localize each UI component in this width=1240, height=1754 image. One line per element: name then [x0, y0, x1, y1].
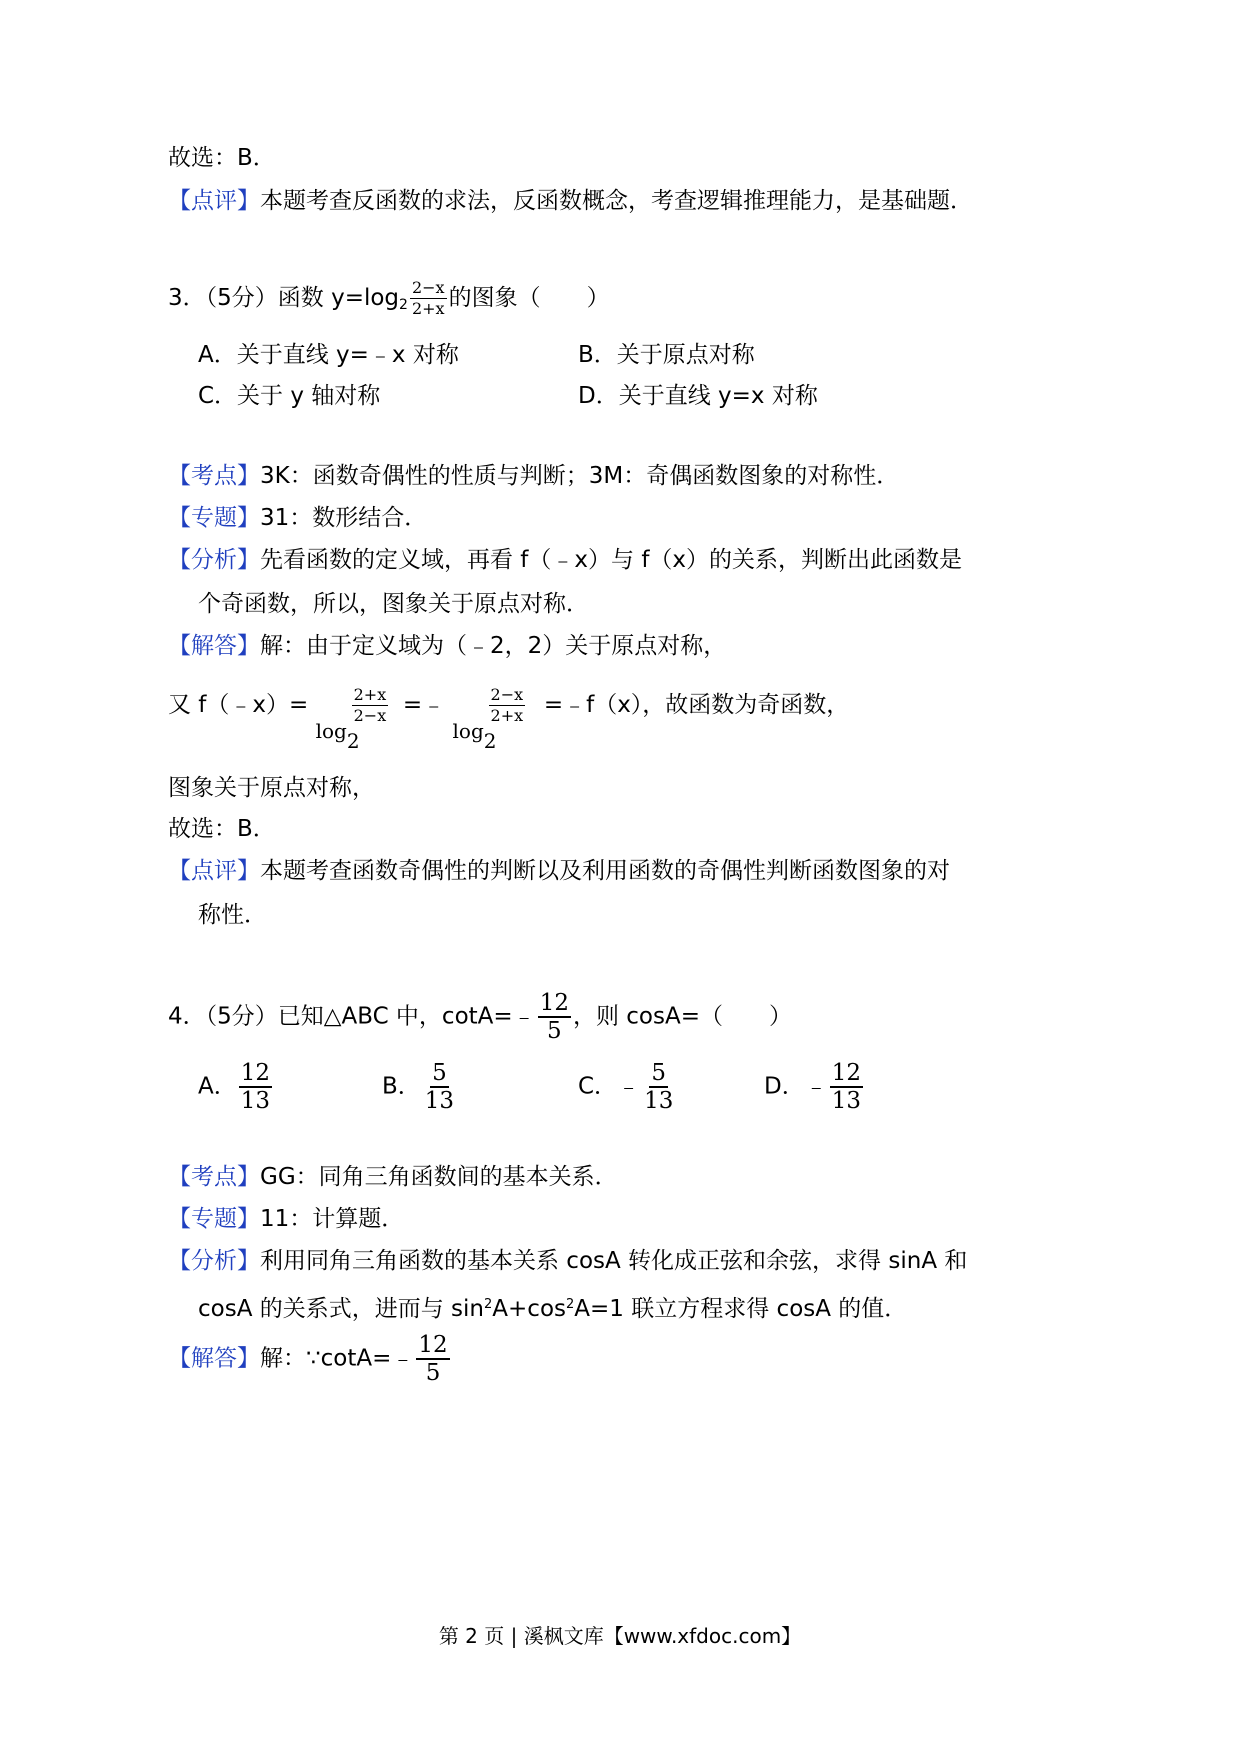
zhuanti-text: 11：计算题． [260, 1206, 405, 1232]
log1-den: 2−x [353, 706, 387, 725]
opt-a-num: 12 [240, 1060, 271, 1086]
q4-fraction [538, 990, 571, 1044]
review-tag: 【点评】 [168, 188, 260, 214]
q3-stem-prefix: 3．（5分）函数 y=log [168, 285, 400, 311]
opt-c-label: C． [578, 1073, 618, 1100]
opt-d-neg: ﹣ [804, 1073, 828, 1100]
deriv-suffix: =﹣f（x），故函数为奇函数， [543, 692, 850, 718]
fenxi2-c: A=1 联立方程求得 cosA 的值． [574, 1296, 908, 1322]
q4-jieda [168, 1332, 452, 1386]
q4-option-a [198, 1060, 274, 1114]
opt-b-num: 5 [432, 1060, 447, 1086]
opt-a-den: 13 [240, 1088, 271, 1114]
q3-frac-num: 2−x [411, 278, 445, 297]
jieda-tag: 【解答】 [168, 1345, 260, 1372]
q4-zhuanti [168, 1204, 404, 1234]
opt-d-label: D． [764, 1073, 805, 1100]
q3-zhuanti [168, 503, 427, 533]
choice-line: 故选：B． [168, 145, 276, 171]
log2-base: 2 [483, 729, 497, 753]
q4-frac-den: 5 [547, 1018, 562, 1044]
q3-review-1 [168, 856, 950, 886]
q3-stem-suffix: 的图象（ ） [448, 285, 610, 311]
q3-log-base: 2 [399, 297, 408, 313]
q3-choice: 故选：B． [168, 816, 276, 842]
review-line [168, 186, 973, 216]
review-text: 本题考查函数奇偶性的判断以及利用函数的奇偶性判断函数图象的对 [260, 858, 950, 884]
q3-frac-den: 2+x [411, 299, 445, 318]
opt-b-den: 13 [424, 1088, 455, 1114]
review-text: 本题考查反函数的求法，反函数概念，考查逻辑推理能力，是基础题． [260, 188, 973, 214]
q3-option-c: C．关于 y 轴对称 [198, 383, 381, 409]
log1-log [316, 711, 360, 751]
opt-c-den: 13 [644, 1088, 674, 1114]
zhuanti-tag: 【专题】 [168, 1206, 260, 1232]
log2-log [453, 711, 497, 751]
log1-log-text: log [315, 719, 347, 743]
fenxi-tag: 【分析】 [168, 547, 260, 573]
q3-fraction [410, 278, 447, 319]
fenxi2-b: A+cos [492, 1296, 567, 1322]
q4-option-b [382, 1060, 458, 1114]
page-footer: 第 2 页 | 溪枫文库【www.xfdoc.com】 [438, 1624, 802, 1648]
kaodian-text: GG：同角三角函数间的基本关系． [260, 1164, 618, 1190]
q3-kaodian [168, 461, 899, 491]
jieda-num: 12 [418, 1332, 448, 1358]
fenxi-text: 先看函数的定义域，再看 f（﹣x）与 f（x）的关系，判断出此函数是 [260, 547, 963, 573]
fenxi-text: 利用同角三角函数的基本关系 cosA 转化成正弦和余弦，求得 sinA 和 [260, 1248, 968, 1274]
q4-frac-num: 12 [539, 990, 569, 1016]
q3-option-b: B．关于原点对称 [578, 342, 755, 368]
q3-derivation [168, 685, 849, 755]
opt-d-fraction [830, 1060, 863, 1114]
q4-fenxi-2 [198, 1290, 907, 1324]
q3-option-d: D．关于直线 y=x 对称 [578, 383, 818, 409]
q4-fenxi-1 [168, 1246, 967, 1276]
opt-a-label: A． [198, 1073, 237, 1100]
log1-base: 2 [346, 729, 360, 753]
kaodian-tag: 【考点】 [168, 463, 260, 489]
opt-c-fraction [642, 1060, 675, 1114]
log2-den: 2+x [490, 706, 524, 725]
opt-d-den: 13 [831, 1088, 861, 1114]
jieda-den: 5 [425, 1360, 441, 1386]
q4-kaodian [168, 1162, 618, 1192]
review-tag: 【点评】 [168, 858, 260, 884]
opt-c-neg: ﹣ [617, 1073, 641, 1100]
log2-num: 2−x [490, 685, 524, 704]
opt-c-num: 5 [651, 1060, 667, 1086]
q4-stem-suffix: ，则 cosA=（ ） [572, 1003, 792, 1030]
log1-num: 2+x [353, 685, 387, 704]
zhuanti-text: 31：数形结合． [260, 505, 428, 531]
fenxi2-a: cosA 的关系式，进而与 sin [198, 1296, 485, 1322]
jieda-text: 解：由于定义域为（﹣2，2）关于原点对称， [260, 633, 727, 659]
opt-b-label: B． [382, 1073, 421, 1100]
opt-d-num: 12 [831, 1060, 861, 1086]
zhuanti-tag: 【专题】 [168, 505, 260, 531]
jieda-prefix: 解：∵cotA=﹣ [260, 1345, 415, 1372]
q3-review-2: 称性． [198, 902, 267, 928]
sup-2: 2 [566, 1297, 575, 1312]
opt-a-fraction [239, 1060, 272, 1114]
q4-option-d [764, 1060, 865, 1114]
q4-option-c [578, 1060, 677, 1114]
kaodian-text: 3K：函数奇偶性的性质与判断；3M：奇偶函数图象的对称性． [260, 463, 900, 489]
log-expr-1 [315, 685, 396, 753]
jieda-tag: 【解答】 [168, 633, 260, 659]
q3-jieda [168, 631, 726, 661]
q3-option-a: A．关于直线 y=﹣x 对称 [198, 342, 459, 368]
q3-tuxiang: 图象关于原点对称， [168, 775, 375, 801]
jieda-fraction [416, 1332, 449, 1386]
kaodian-tag: 【考点】 [168, 1164, 260, 1190]
q3-fenxi-1 [168, 545, 962, 575]
fenxi-tag: 【分析】 [168, 1248, 260, 1274]
q4-stem-prefix: 4．（5分）已知△ABC 中，cotA=﹣ [168, 1003, 536, 1030]
q3-stem [168, 278, 610, 320]
deriv-prefix: 又 f（﹣x）= [168, 692, 309, 718]
log-expr-2 [452, 685, 537, 753]
opt-b-fraction [423, 1060, 456, 1114]
deriv-mid: =﹣ [402, 692, 446, 718]
sup-2: 2 [484, 1297, 493, 1312]
q4-stem [168, 990, 792, 1044]
log2-log-text: log [452, 719, 484, 743]
q3-fenxi-2: 个奇函数，所以，图象关于原点对称． [198, 591, 589, 617]
